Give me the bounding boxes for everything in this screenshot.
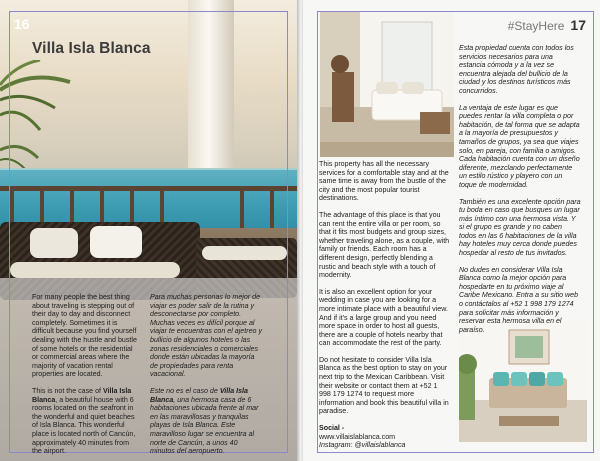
page-number-right: 17 [570,17,586,33]
english-paragraph: Do not hesitate to consider Villa Isla Blanca as the best option to stay on your next trip to the Mexican Caribbean. Visit their website or contact them at +52 1 998 179 1274 to request more information and book this beautiful villa in paradise. [319,355,449,416]
spanish-paragraph: Este no es el caso de Villa Isla Blanca, una hermosa casa de 6 habitaciones ubicada frente al mar en las maravillosas y tranquilas playas de Isla Blanca. Este maravilloso lugar se encuentra al norte de Cancún, a unos 40 minutos del aeropuerto. [150,386,259,456]
spanish-column-left [150,293,262,461]
instagram-handle[interactable]: Instagram: @villaislablanca [319,441,406,450]
english-paragraph: It is also an excellent option for your wedding in case you are looking for a more intimate place with a beautiful view. And if it's a large group and you need more space in order to host all guests, there are a couple of hotels nearby that can accommodate the rest of the party. [319,287,448,348]
english-column-left [32,293,140,461]
social-block [319,424,451,450]
spanish-paragraph: No dudes en considerar Villa Isla Blanca como la mejor opción para hospedarte en tu próximo viaje al Caribe Mexicano. Entra a su sitio web o contáctalos al +52 1 998 179 1274 para solicitar más información y reservar esta hermosa villa en el paraíso. [459,265,579,334]
spanish-column-right [459,44,581,342]
english-paragraph: This is not the case of Villa Isla Blanca, a beautiful house with 6 rooms located on the seafront in the wonderful and quiet beaches of Isla Blanca. This wonderful place is located north of Cancún, approximately 40 minutes from the airport. [32,386,136,456]
article-title: Villa Isla Blanca [32,40,151,57]
english-paragraph: The advantage of this place is that you can rent the entire villa or per room, so that it fits most budgets and group sizes, whether traveling alone, as a couple, with family or friends. Each room has a different design, perfectly blending a rustic and beach style with a touch of modernity. [319,210,450,280]
page-header-right [508,17,586,33]
english-paragraph: For many people the best thing about traveling is stepping out of their day to day and disconnect completely. Sometimes it is difficult because you find yourself dealing with the hustle and bustle of some hotels or the residential or commercial areas where the majority of vacation rental properties are located. [32,293,137,379]
spanish-paragraph: La ventaja de este lugar es que puedes rentar la villa completa o por habitación, de tal forma que se adapta a la mayoría de presupuestos y tamaños de grupos, ya sea que viajes solo, en pareja, con familia o amigos. Cada habitación cuenta con un diseño diferente, mezclando perfectamente un estilo rústico y playero con un toque de modernidad. [459,103,580,189]
social-label: Social - [319,424,345,433]
right-page [303,0,600,461]
website-link[interactable]: www.villaislablanca.com [319,432,396,441]
left-page [0,0,297,461]
spanish-paragraph: También es una excelente opción para tu boda en caso que busques un lugar más íntimo con una hermosa vista. Y si el grupo es grande y no caben todos en las 6 habitaciones de la villa hay hoteles muy cerca donde puedes hospedar al resto de tus invitados. [459,197,581,258]
hashtag-label: #StayHere [507,19,565,33]
page-number-left: 16 [14,16,30,32]
english-paragraph: This property has all the necessary services for a comfortable stay and at the same time is away from the bustle of the city and the most popular tourist destinations. [319,160,449,203]
english-column-right [319,160,451,450]
spanish-paragraph: Esta propiedad cuenta con todos los servicios necesarios para una estancia cómoda y a la vez se encuentra alejada del bullicio de la ciudad y los destinos turísticos más concurridos. [459,44,574,95]
spanish-paragraph: Para muchas personas lo mejor de viajar es poder salir de la rutina y desconectarse por completo. Muchas veces es difícil porque al viajar te encuentras con el ajetreo y bullicio de algunos hoteles o las zonas residenciales o comerciales donde están ubicadas la mayoría de propiedades para renta vacacional. [150,293,262,379]
